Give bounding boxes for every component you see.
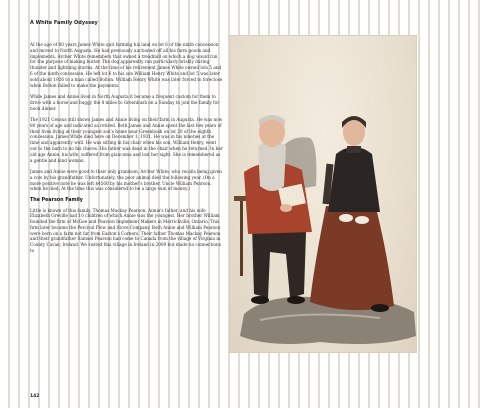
portrait-illustration — [230, 36, 416, 352]
paragraph: While James and Annie lived in North Augusta it became a frequent custom for them to drive with a horse and buggy the 8 miles to Greenbush on a Sunday to join the family for noon dinner. — [30, 93, 220, 111]
woman-skirt — [310, 206, 394, 310]
paragraph: James and Annie were good to their only grandson, Archer White, who recalls being given a cow by his grandfather. Unfortunately, the poor animal died the following year. (On a more positive note he was left $4500 by his mother's brother, Uncle William Pearson, when he died. At the time this was considered to be a large sum of money.) — [30, 168, 222, 192]
woman-bodice — [328, 147, 380, 212]
page-number: 142 — [30, 394, 40, 399]
paragraph: The 1921 Census still shows James and Annie living on their farm in Augusta. He was now 80 years of age and indicated as retired. Both James and Annie spent the last few years of their lives living at their youngest son's home near Greenbush on lot 20 of the eighth concession. James White died here on December 1, 1931. He was in his nineties at the time and apparently well. He was sitting in his chair when his son, William Henry, went out to the barn to do his chores. His father was dead in the chair when he returned. In her old age Annie, his wife, suffered from glaucoma and lost her sight. She is remembered as a gentle and kind woman. — [30, 116, 223, 163]
side-table-leg — [240, 201, 243, 276]
body-text-column — [30, 42, 224, 392]
paragraph: At the age of 80 years James White quit farming his land on lot 6 of the ninth concession and moved to North Augusta. He had previously auctioned off all his farm goods and implements. Archer White remembers that owned a treadmill on which a dog would run for the purpose of making butter. The dog apparently ran particularly briskly during thunder and lightning storms. At the time of his retirement James White owned lots 5 and 6 of the ninth concession. He left lot 6 to his son William Henry White and lot 5 was later sold about 1926 to a man called Bolton. William Henry White was later forced to foreclose when Bolton failed to make the payments. — [30, 42, 223, 88]
section-heading: The Pearson Family — [30, 197, 83, 203]
paragraph: Little is known of this family. Thomas Mackay Pearson, Annie's father, and his wife Elizabeth Greville had 10 children of which Annie was the youngest. Her brother William founded the firm of McGee and Pearson Implement Makers in Merrickville, Ontario. This firm later became the Percival Plow and Stove Company. Both Annie and William Pearson were born on a farm not far from Easton's Corners. Their father Thomas Mackay Pearson and their grandfather Samuel Pearson had come to Canada from the village of Virginia in County Cavan, Ireland. We visited this village in Ireland in 2009 but made no connections to — [30, 207, 221, 254]
man-beard — [258, 141, 286, 191]
family-portrait-photo — [230, 36, 416, 352]
man-trousers — [252, 226, 306, 298]
running-header: A White Family Odyssey — [30, 20, 98, 26]
